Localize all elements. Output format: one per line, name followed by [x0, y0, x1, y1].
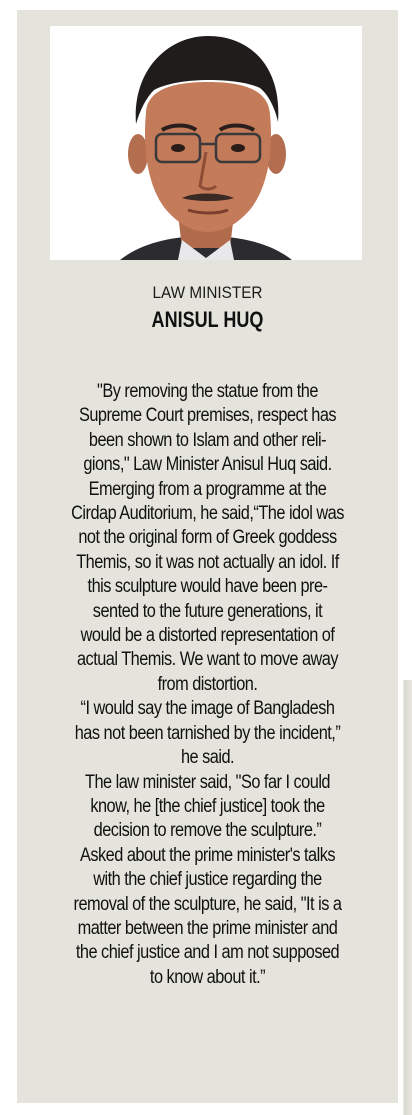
- quote-line: he said.: [180, 747, 235, 769]
- quote-line: Asked about the prime minister's talks: [79, 844, 336, 866]
- profile-panel: [17, 10, 398, 1103]
- page-edge-divider: [400, 680, 412, 1115]
- quote-line: Emerging from a programme at the: [88, 478, 327, 500]
- quote-line: gions," Law Minister Anisul Huq said.: [83, 454, 332, 476]
- quote-line: not the original form of Greek goddess: [78, 527, 337, 549]
- person-name: ANISUL HUQ: [151, 307, 264, 332]
- quote-line: would be a distorted representation of: [80, 625, 335, 647]
- quote-line: Themis, so it was not actually an idol. If: [76, 551, 339, 573]
- quote-text: [52, 380, 362, 990]
- quote-line: "By removing the statue from the: [97, 381, 318, 402]
- quote-line: the chief justice and I am not supposed: [75, 942, 340, 964]
- quote-line: to know about it.”: [149, 966, 266, 988]
- quote-line: removal of the sculpture, he said, "It is a: [73, 893, 342, 915]
- quote-line: this sculpture would have been pre-: [87, 576, 328, 598]
- quote-line: know, he [the chief justice] took the: [90, 795, 325, 817]
- quote-line: The law minister said, "So far I could: [84, 771, 331, 793]
- role-label: LAW MINISTER: [152, 283, 263, 302]
- quote-line: Cirdap Auditorium, he said,“The idol was: [71, 503, 344, 525]
- quote-line: decision to remove the sculpture.”: [93, 820, 322, 842]
- quote-line: “I would say the image of Bangladesh: [80, 698, 335, 720]
- quote-line: has not been tarnished by the incident,”: [74, 722, 341, 744]
- quote-line: been shown to Islam and other reli-: [88, 429, 327, 451]
- portrait-photo: [50, 26, 362, 260]
- quote-line: Supreme Court premises, respect has: [78, 405, 337, 427]
- quote-line: from distortion.: [157, 673, 258, 695]
- quote-line: sented to the future generations, it: [92, 600, 323, 622]
- quote-line: actual Themis. We want to move away: [76, 649, 339, 671]
- profile-header: [17, 280, 398, 334]
- quote-line: matter between the prime minister and: [77, 917, 338, 939]
- quote-line: with the chief justice regarding the: [93, 869, 322, 891]
- portrait-illustration: [50, 26, 362, 260]
